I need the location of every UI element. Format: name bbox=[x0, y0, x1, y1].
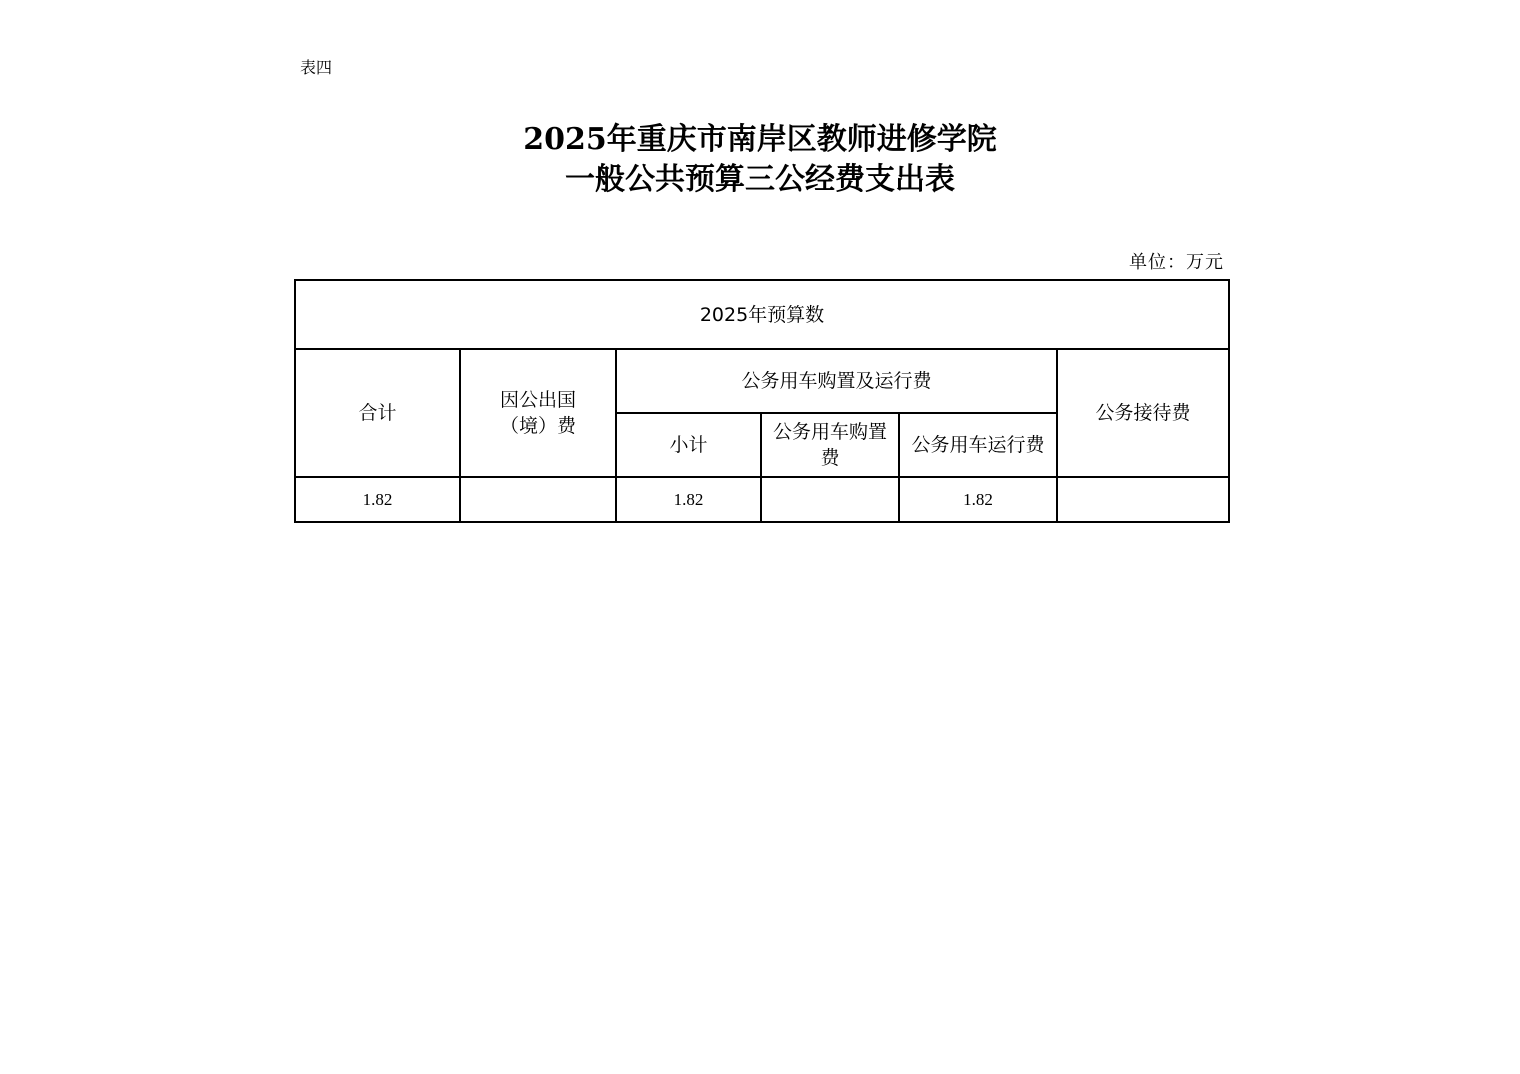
budget-year-header: 2025年预算数 bbox=[295, 280, 1229, 349]
page-title bbox=[0, 120, 1520, 200]
title-line-1: 2025年重庆市南岸区教师进修学院 bbox=[523, 122, 997, 157]
unit-label: 单位：万元 bbox=[1129, 252, 1224, 273]
table-row bbox=[295, 477, 1229, 522]
header-vehicle-subtotal: 小计 bbox=[616, 413, 761, 477]
header-abroad: 因公出国（境）费 bbox=[460, 349, 616, 477]
budget-table bbox=[294, 279, 1230, 523]
cell-vehicle-purchase bbox=[761, 477, 899, 522]
header-vehicle-group: 公务用车购置及运行费 bbox=[616, 349, 1057, 413]
cell-abroad bbox=[460, 477, 616, 522]
cell-reception bbox=[1057, 477, 1229, 522]
table-number-label: 表四 bbox=[300, 58, 333, 77]
table-header-row bbox=[295, 280, 1229, 349]
cell-vehicle-operation: 1.82 bbox=[899, 477, 1057, 522]
header-vehicle-operation: 公务用车运行费 bbox=[899, 413, 1057, 477]
title-line-2: 一般公共预算三公经费支出表 bbox=[565, 162, 955, 197]
header-reception: 公务接待费 bbox=[1057, 349, 1229, 477]
header-vehicle-purchase: 公务用车购置费 bbox=[761, 413, 899, 477]
cell-total: 1.82 bbox=[295, 477, 460, 522]
header-total: 合计 bbox=[295, 349, 460, 477]
table-header-row bbox=[295, 349, 1229, 413]
cell-vehicle-subtotal: 1.82 bbox=[616, 477, 761, 522]
